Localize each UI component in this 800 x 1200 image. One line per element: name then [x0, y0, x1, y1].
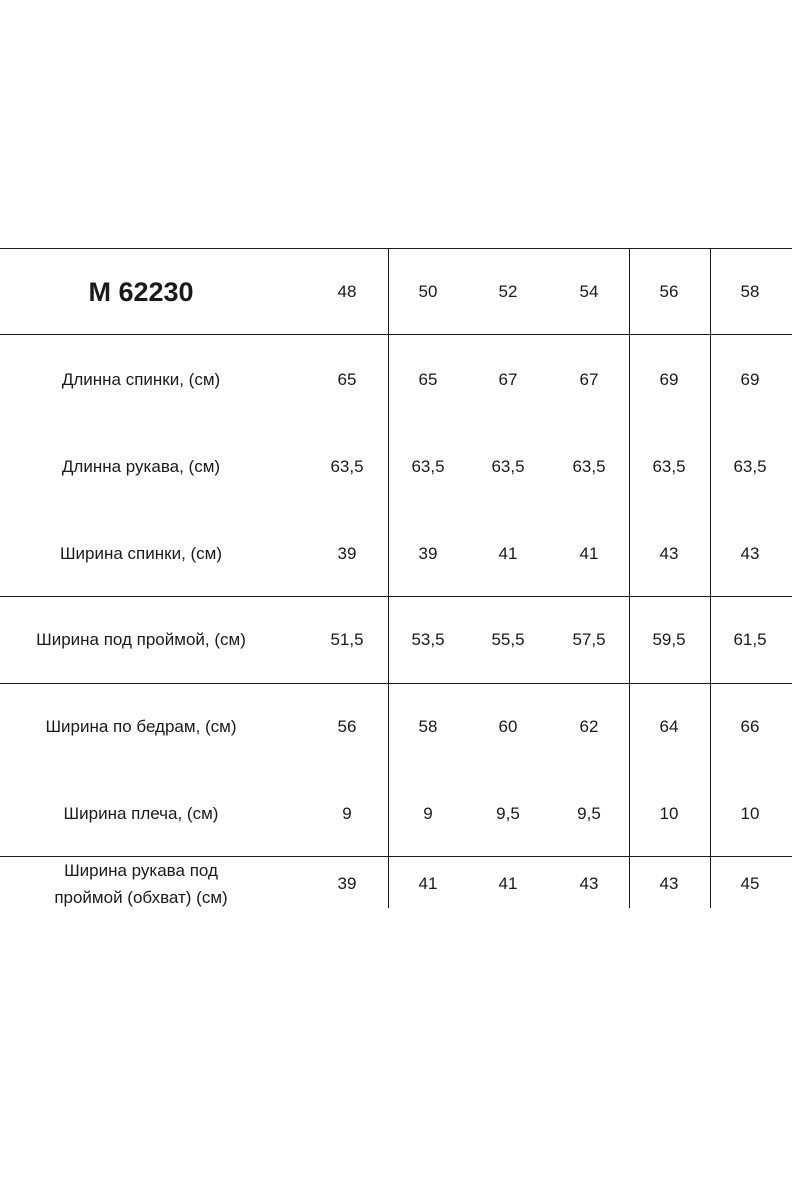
table-cell: 43 — [740, 544, 760, 563]
table-cell: 65 — [418, 370, 438, 389]
table-cell: 41 — [579, 544, 599, 563]
row-label: Ширина спинки, (см) — [59, 544, 223, 563]
size-header: 50 — [418, 282, 438, 301]
table-cell: 45 — [740, 874, 760, 893]
table-cell: 61,5 — [733, 630, 767, 649]
table-cell: 63,5 — [652, 457, 686, 476]
table-cell: 63,5 — [411, 457, 445, 476]
table-cell: 39 — [337, 544, 357, 563]
model-title: М 62230 — [88, 277, 194, 307]
table-cell: 63,5 — [572, 457, 606, 476]
table-cell: 10 — [659, 804, 679, 823]
table-cell: 9 — [423, 804, 433, 823]
table-cell: 66 — [740, 717, 760, 736]
table-cell: 67 — [498, 370, 518, 389]
table-cell: 39 — [418, 544, 438, 563]
table-cell: 39 — [337, 874, 357, 893]
row-label: Ширина по бедрам, (см) — [45, 717, 237, 736]
table-divider — [0, 683, 792, 684]
table-cell: 9,5 — [577, 804, 601, 823]
table-cell: 9,5 — [496, 804, 520, 823]
row-label-line: Ширина рукава под — [64, 860, 218, 880]
table-cell: 55,5 — [491, 630, 525, 649]
table-cell: 63,5 — [491, 457, 525, 476]
size-header: 58 — [740, 282, 760, 301]
table-cell: 57,5 — [572, 630, 606, 649]
size-header: 54 — [579, 282, 599, 301]
table-cell: 10 — [740, 804, 760, 823]
table-cell: 69 — [740, 370, 760, 389]
row-label-line: проймой (обхват) (см) — [54, 887, 228, 907]
table-cell: 58 — [418, 717, 438, 736]
table-cell: 53,5 — [411, 630, 445, 649]
size-header: 52 — [498, 282, 518, 301]
table-cell: 41 — [498, 544, 518, 563]
table-cell: 63,5 — [733, 457, 767, 476]
table-cell: 43 — [579, 874, 599, 893]
table-divider — [0, 596, 792, 597]
size-header: 48 — [337, 282, 357, 301]
row-label: Длинна спинки, (см) — [61, 370, 221, 389]
table-cell: 59,5 — [652, 630, 686, 649]
table-cell: 43 — [659, 874, 679, 893]
table-cell: 9 — [342, 804, 352, 823]
table-cell: 56 — [337, 717, 357, 736]
size-header: 56 — [659, 282, 679, 301]
table-cell: 69 — [659, 370, 679, 389]
table-cell: 41 — [418, 874, 438, 893]
row-label: Ширина под проймой, (см) — [36, 630, 246, 649]
table-cell: 65 — [337, 370, 357, 389]
table-cell: 51,5 — [330, 630, 364, 649]
table-cell: 43 — [659, 544, 679, 563]
row-label: Ширина плеча, (см) — [63, 804, 219, 823]
table-cell: 67 — [579, 370, 599, 389]
table-cell: 64 — [659, 717, 679, 736]
table-cell: 60 — [498, 717, 518, 736]
row-label: Длинна рукава, (см) — [61, 457, 221, 476]
table-cell: 63,5 — [330, 457, 364, 476]
table-cell: 62 — [579, 717, 599, 736]
table-cell: 41 — [498, 874, 518, 893]
